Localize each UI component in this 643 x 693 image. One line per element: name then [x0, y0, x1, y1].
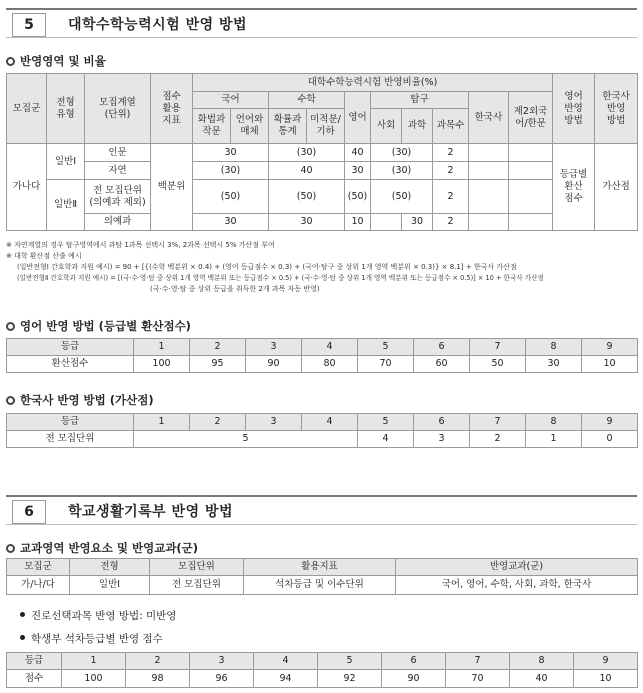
cell-social [371, 214, 402, 231]
cell-history [469, 144, 509, 162]
cell-foreign [509, 162, 553, 180]
score-cell: 94 [254, 670, 318, 688]
school-grade-score-table [6, 652, 638, 688]
cell-history [469, 162, 509, 180]
grade-header: 3 [246, 339, 302, 356]
cell-count: 2 [433, 162, 469, 180]
cell-unit: 의예과 [85, 214, 151, 231]
grade-header: 6 [414, 414, 470, 431]
cell-foreign [509, 214, 553, 231]
score-cell: 70 [358, 356, 414, 373]
score-cell: 100 [134, 356, 190, 373]
header-index: 점수 활용 지표 [151, 74, 193, 144]
header-math: 수학 [269, 92, 345, 109]
header-science: 과학 [402, 109, 433, 144]
cell-korean: 30 [193, 214, 269, 231]
grade-header: 4 [302, 414, 358, 431]
score-cell: 40 [510, 670, 574, 688]
score-cell: 10 [574, 670, 638, 688]
cell-unit: 전 모집단위 (의예과 제외) [85, 180, 151, 214]
grade-header: 8 [526, 414, 582, 431]
bullet-dot-icon [20, 612, 25, 617]
grade-header-label: 등급 [7, 414, 134, 431]
header-ratio: 대학수학능력시험 반영비율(%) [193, 74, 553, 92]
circle-bullet-icon [6, 57, 15, 66]
grade-header: 1 [134, 339, 190, 356]
grade-header: 5 [358, 339, 414, 356]
bullet-dot-icon [20, 635, 25, 640]
circle-bullet-icon [6, 544, 15, 553]
circle-bullet-icon [6, 322, 15, 331]
grade-header: 2 [190, 414, 246, 431]
header-type: 전형 유형 [47, 74, 85, 144]
score-row-label: 점수 [7, 670, 62, 688]
header-type: 전형 [70, 559, 150, 576]
cell-korean: 30 [193, 144, 269, 162]
header-korean: 국어 [193, 92, 269, 109]
grade-header: 7 [470, 414, 526, 431]
cell-subjects: 국어, 영어, 수학, 사회, 과학, 한국사 [396, 576, 638, 595]
grade-header: 4 [254, 653, 318, 670]
grade-header: 9 [582, 339, 638, 356]
score-cell: 30 [526, 356, 582, 373]
score-cell-merged: 5 [134, 431, 358, 448]
cell-english: (50) [345, 180, 371, 214]
cell-type: 일반Ⅰ [70, 576, 150, 595]
grade-header: 1 [134, 414, 190, 431]
subheading-history: 한국사 반영 방법 (가산점) [6, 392, 154, 408]
grade-header-label: 등급 [7, 339, 134, 356]
cell-korean: (30) [193, 162, 269, 180]
cell-history [469, 180, 509, 214]
section-title: 학교생활기록부 반영 방법 [68, 504, 234, 520]
header-index: 활용지표 [244, 559, 396, 576]
history-grade-table [6, 413, 638, 448]
section-title: 대학수학능력시험 반영 방법 [68, 17, 248, 33]
header-kor-media: 언어와 매체 [231, 109, 269, 144]
cell-math: 30 [269, 214, 345, 231]
score-cell: 70 [446, 670, 510, 688]
cell-count: 2 [433, 180, 469, 214]
section-number: 6 [12, 500, 46, 524]
cell-science: 30 [402, 214, 433, 231]
note-line: (일반전형Ⅰ 간호학과 지원 예시) = 90 + [{(수학 백분위 × 0.4) + (영어 등급점수 × 0.3) + (국어·탐구 중 상위 1개 영역 백분위 × 0.3)} × 8.1] + 한국사 가산점 [17, 263, 517, 271]
note-line: ※ 자연계열의 경우 탐구영역에서 과탐 1과목 선택시 3%, 2과목 선택시 5% 가산점 부여 [6, 241, 275, 249]
section-6-header [6, 495, 637, 525]
header-unit: 모집단위 [150, 559, 244, 576]
score-row-label: 환산점수 [7, 356, 134, 373]
grade-header: 8 [526, 339, 582, 356]
grade-header: 3 [190, 653, 254, 670]
header-eng-method: 영어 반영 방법 [553, 74, 595, 144]
header-math-calc: 미적분/ 기하 [307, 109, 345, 144]
cell-eng-method: 등급별 환산 점수 [553, 144, 595, 231]
score-cell: 90 [382, 670, 446, 688]
score-cell: 95 [190, 356, 246, 373]
cell-inquiry: (50) [371, 180, 433, 214]
score-cell: 4 [358, 431, 414, 448]
cell-count: 2 [433, 214, 469, 231]
note-line: (일반전형Ⅱ 간호학과 지원 예시) = [(국·수·영·탐 중 상위 1개 영역 백분위 또는 등급점수 × 0.5) + (국·수·영·탐 중 상위 1개 영역 백분위 또는 등급점수 × 0.5)] × 10 + 한국사 가산점 [17, 274, 544, 282]
score-cell: 100 [62, 670, 126, 688]
cell-history [469, 214, 509, 231]
grade-header: 2 [126, 653, 190, 670]
grade-header: 4 [302, 339, 358, 356]
grade-header: 2 [190, 339, 246, 356]
score-cell: 50 [470, 356, 526, 373]
cell-english: 40 [345, 144, 371, 162]
score-cell: 92 [318, 670, 382, 688]
grade-header: 3 [246, 414, 302, 431]
score-row-label: 전 모집단위 [7, 431, 134, 448]
score-cell: 3 [414, 431, 470, 448]
cell-type-1: 일반Ⅰ [47, 144, 85, 180]
cell-math: (50) [269, 180, 345, 214]
cell-type-2: 일반Ⅱ [47, 180, 85, 231]
circle-bullet-icon [6, 396, 15, 405]
cell-group: 가나다 [7, 144, 47, 231]
header-count: 과목수 [433, 109, 469, 144]
header-hist-method: 한국사 반영 방법 [595, 74, 638, 144]
header-inquiry: 탐구 [371, 92, 469, 109]
score-cell: 2 [470, 431, 526, 448]
score-cell: 96 [190, 670, 254, 688]
grade-header: 6 [382, 653, 446, 670]
grade-header: 8 [510, 653, 574, 670]
score-cell: 98 [126, 670, 190, 688]
english-grade-table [6, 338, 638, 373]
cell-index: 백분위 [151, 144, 193, 231]
score-cell: 1 [526, 431, 582, 448]
grade-header: 9 [582, 414, 638, 431]
section-5-header [6, 8, 637, 38]
score-cell: 80 [302, 356, 358, 373]
note-line: (국·수·영·탐 중 상위 등급을 취득한 2개 과목 자동 반영) [150, 285, 320, 293]
grade-header: 5 [358, 414, 414, 431]
score-cell: 60 [414, 356, 470, 373]
header-english: 영어 [345, 92, 371, 144]
header-math-prob: 확률과 통계 [269, 109, 307, 144]
cell-foreign [509, 180, 553, 214]
subheading-ratio: 반영영역 및 비율 [6, 53, 106, 69]
score-cell: 0 [582, 431, 638, 448]
cell-inquiry: (30) [371, 162, 433, 180]
note-line: ※ 대학 환산점 산출 예시 [6, 252, 82, 260]
cell-math: 40 [269, 162, 345, 180]
header-group: 모집군 [7, 559, 70, 576]
header-kor-writing: 화법과 작문 [193, 109, 231, 144]
subheading-curriculum: 교과영역 반영요소 및 반영교과(군) [6, 540, 198, 556]
cell-english: 30 [345, 162, 371, 180]
cell-unit: 인문 [85, 144, 151, 162]
bullet-grade-score: 학생부 석차등급별 반영 점수 [20, 631, 163, 646]
cell-korean: (50) [193, 180, 269, 214]
header-unit: 모집계열 (단위) [85, 74, 151, 144]
section-number: 5 [12, 13, 46, 37]
grade-header: 1 [62, 653, 126, 670]
grade-header: 6 [414, 339, 470, 356]
score-cell: 10 [582, 356, 638, 373]
header-subjects: 반영교과(군) [396, 559, 638, 576]
score-cell: 90 [246, 356, 302, 373]
header-social: 사회 [371, 109, 402, 144]
bullet-career-course: 진로선택과목 반영 방법: 미반영 [20, 608, 176, 623]
grade-header: 5 [318, 653, 382, 670]
cell-count: 2 [433, 144, 469, 162]
cell-unit: 전 모집단위 [150, 576, 244, 595]
cell-math: (30) [269, 144, 345, 162]
cell-unit: 자연 [85, 162, 151, 180]
ratio-table [6, 73, 638, 231]
header-history: 한국사 [469, 92, 509, 144]
cell-english: 10 [345, 214, 371, 231]
grade-header-label: 등급 [7, 653, 62, 670]
grade-header: 9 [574, 653, 638, 670]
cell-hist-method: 가산점 [595, 144, 638, 231]
cell-foreign [509, 144, 553, 162]
cell-group: 가/나/다 [7, 576, 70, 595]
grade-header: 7 [470, 339, 526, 356]
grade-header: 7 [446, 653, 510, 670]
header-foreign: 제2외국 어/한문 [509, 92, 553, 144]
school-record-table [6, 558, 638, 595]
cell-inquiry: (30) [371, 144, 433, 162]
cell-index: 석차등급 및 이수단위 [244, 576, 396, 595]
header-group: 모집군 [7, 74, 47, 144]
subheading-english: 영어 반영 방법 (등급별 환산점수) [6, 318, 191, 334]
